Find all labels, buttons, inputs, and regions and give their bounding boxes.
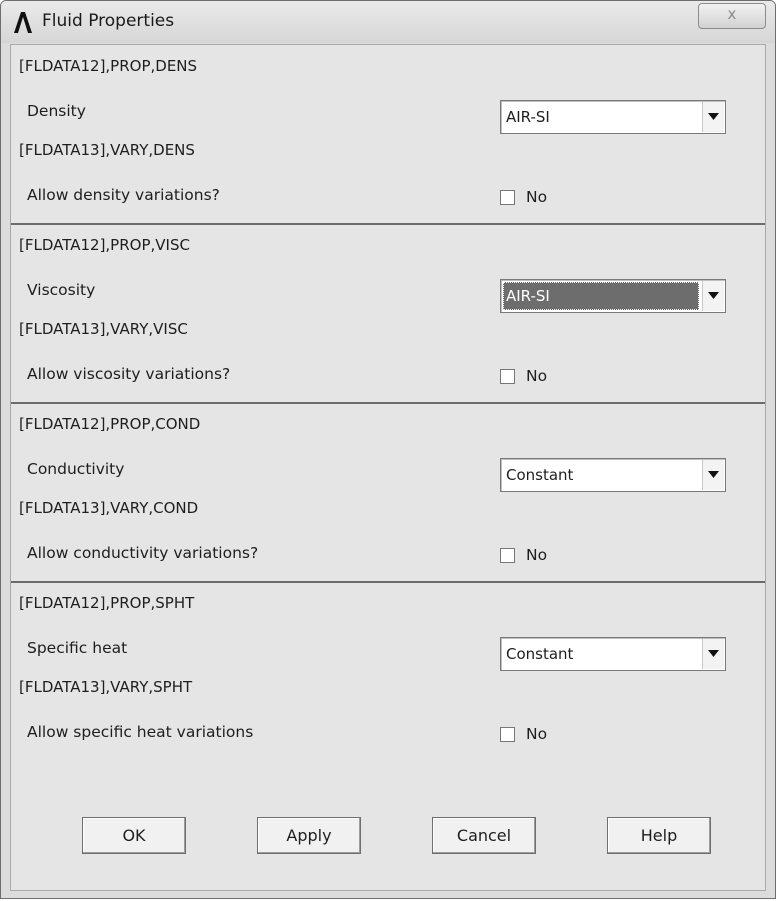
viscosity-dropdown-value: AIR-SI [506,287,550,305]
density-vary-label: Allow density variations? [27,186,220,204]
viscosity-vary-label: Allow viscosity variations? [27,365,231,383]
conductivity-dropdown-value: Constant [506,466,574,484]
specific-heat-vary-checkbox[interactable] [500,727,515,742]
specific-heat-section [11,583,765,763]
viscosity-label: Viscosity [27,281,96,299]
density-dropdown[interactable] [500,100,726,134]
density-dropdown-arrow[interactable] [702,102,724,132]
specific-heat-label: Specific heat [27,639,128,657]
viscosity-prop-command: [FLDATA12],PROP,VISC [19,236,190,254]
viscosity-section [11,225,765,404]
density-section [11,45,765,225]
conductivity-section [11,404,765,583]
ok-button[interactable]: OK [82,817,186,854]
conductivity-dropdown-arrow[interactable] [702,460,724,490]
apply-button[interactable]: Apply [257,817,361,854]
specific-heat-vary-command: [FLDATA13],VARY,SPHT [19,678,193,696]
chevron-down-icon [708,471,719,478]
conductivity-vary-command: [FLDATA13],VARY,COND [19,499,199,517]
conductivity-prop-command: [FLDATA12],PROP,COND [19,415,201,433]
density-prop-command: [FLDATA12],PROP,DENS [19,57,198,75]
chevron-down-icon [708,113,719,120]
conductivity-label: Conductivity [27,460,125,478]
conductivity-vary-label: Allow conductivity variations? [27,544,259,562]
specific-heat-dropdown-value: Constant [506,645,574,663]
density-vary-checkbox[interactable] [500,190,515,205]
chevron-down-icon [708,650,719,657]
specific-heat-vary-label: Allow specific heat variations [27,723,254,741]
viscosity-vary-checkbox[interactable] [500,369,515,384]
specific-heat-vary-checkbox-label: No [526,725,548,743]
ansys-logo-icon [12,10,34,34]
cancel-button[interactable]: Cancel [432,817,536,854]
specific-heat-dropdown-arrow[interactable] [702,639,724,669]
viscosity-dropdown-arrow[interactable] [702,281,724,311]
viscosity-vary-checkbox-label: No [526,367,548,385]
specific-heat-prop-command: [FLDATA12],PROP,SPHT [19,594,195,612]
close-button[interactable] [698,3,766,29]
viscosity-vary-command: [FLDATA13],VARY,VISC [19,320,188,338]
window-title: Fluid Properties [42,11,175,31]
density-label: Density [27,102,86,120]
dialog-body [10,44,766,891]
conductivity-dropdown[interactable] [500,458,726,492]
conductivity-vary-checkbox[interactable] [500,548,515,563]
density-vary-checkbox-label: No [526,188,548,206]
chevron-down-icon [708,292,719,299]
help-button[interactable]: Help [607,817,711,854]
title-bar[interactable] [1,1,775,43]
specific-heat-dropdown[interactable] [500,637,726,671]
density-vary-command: [FLDATA13],VARY,DENS [19,141,195,159]
viscosity-dropdown[interactable] [500,279,726,313]
density-dropdown-value: AIR-SI [506,108,550,126]
close-icon: x [727,5,737,23]
conductivity-vary-checkbox-label: No [526,546,548,564]
